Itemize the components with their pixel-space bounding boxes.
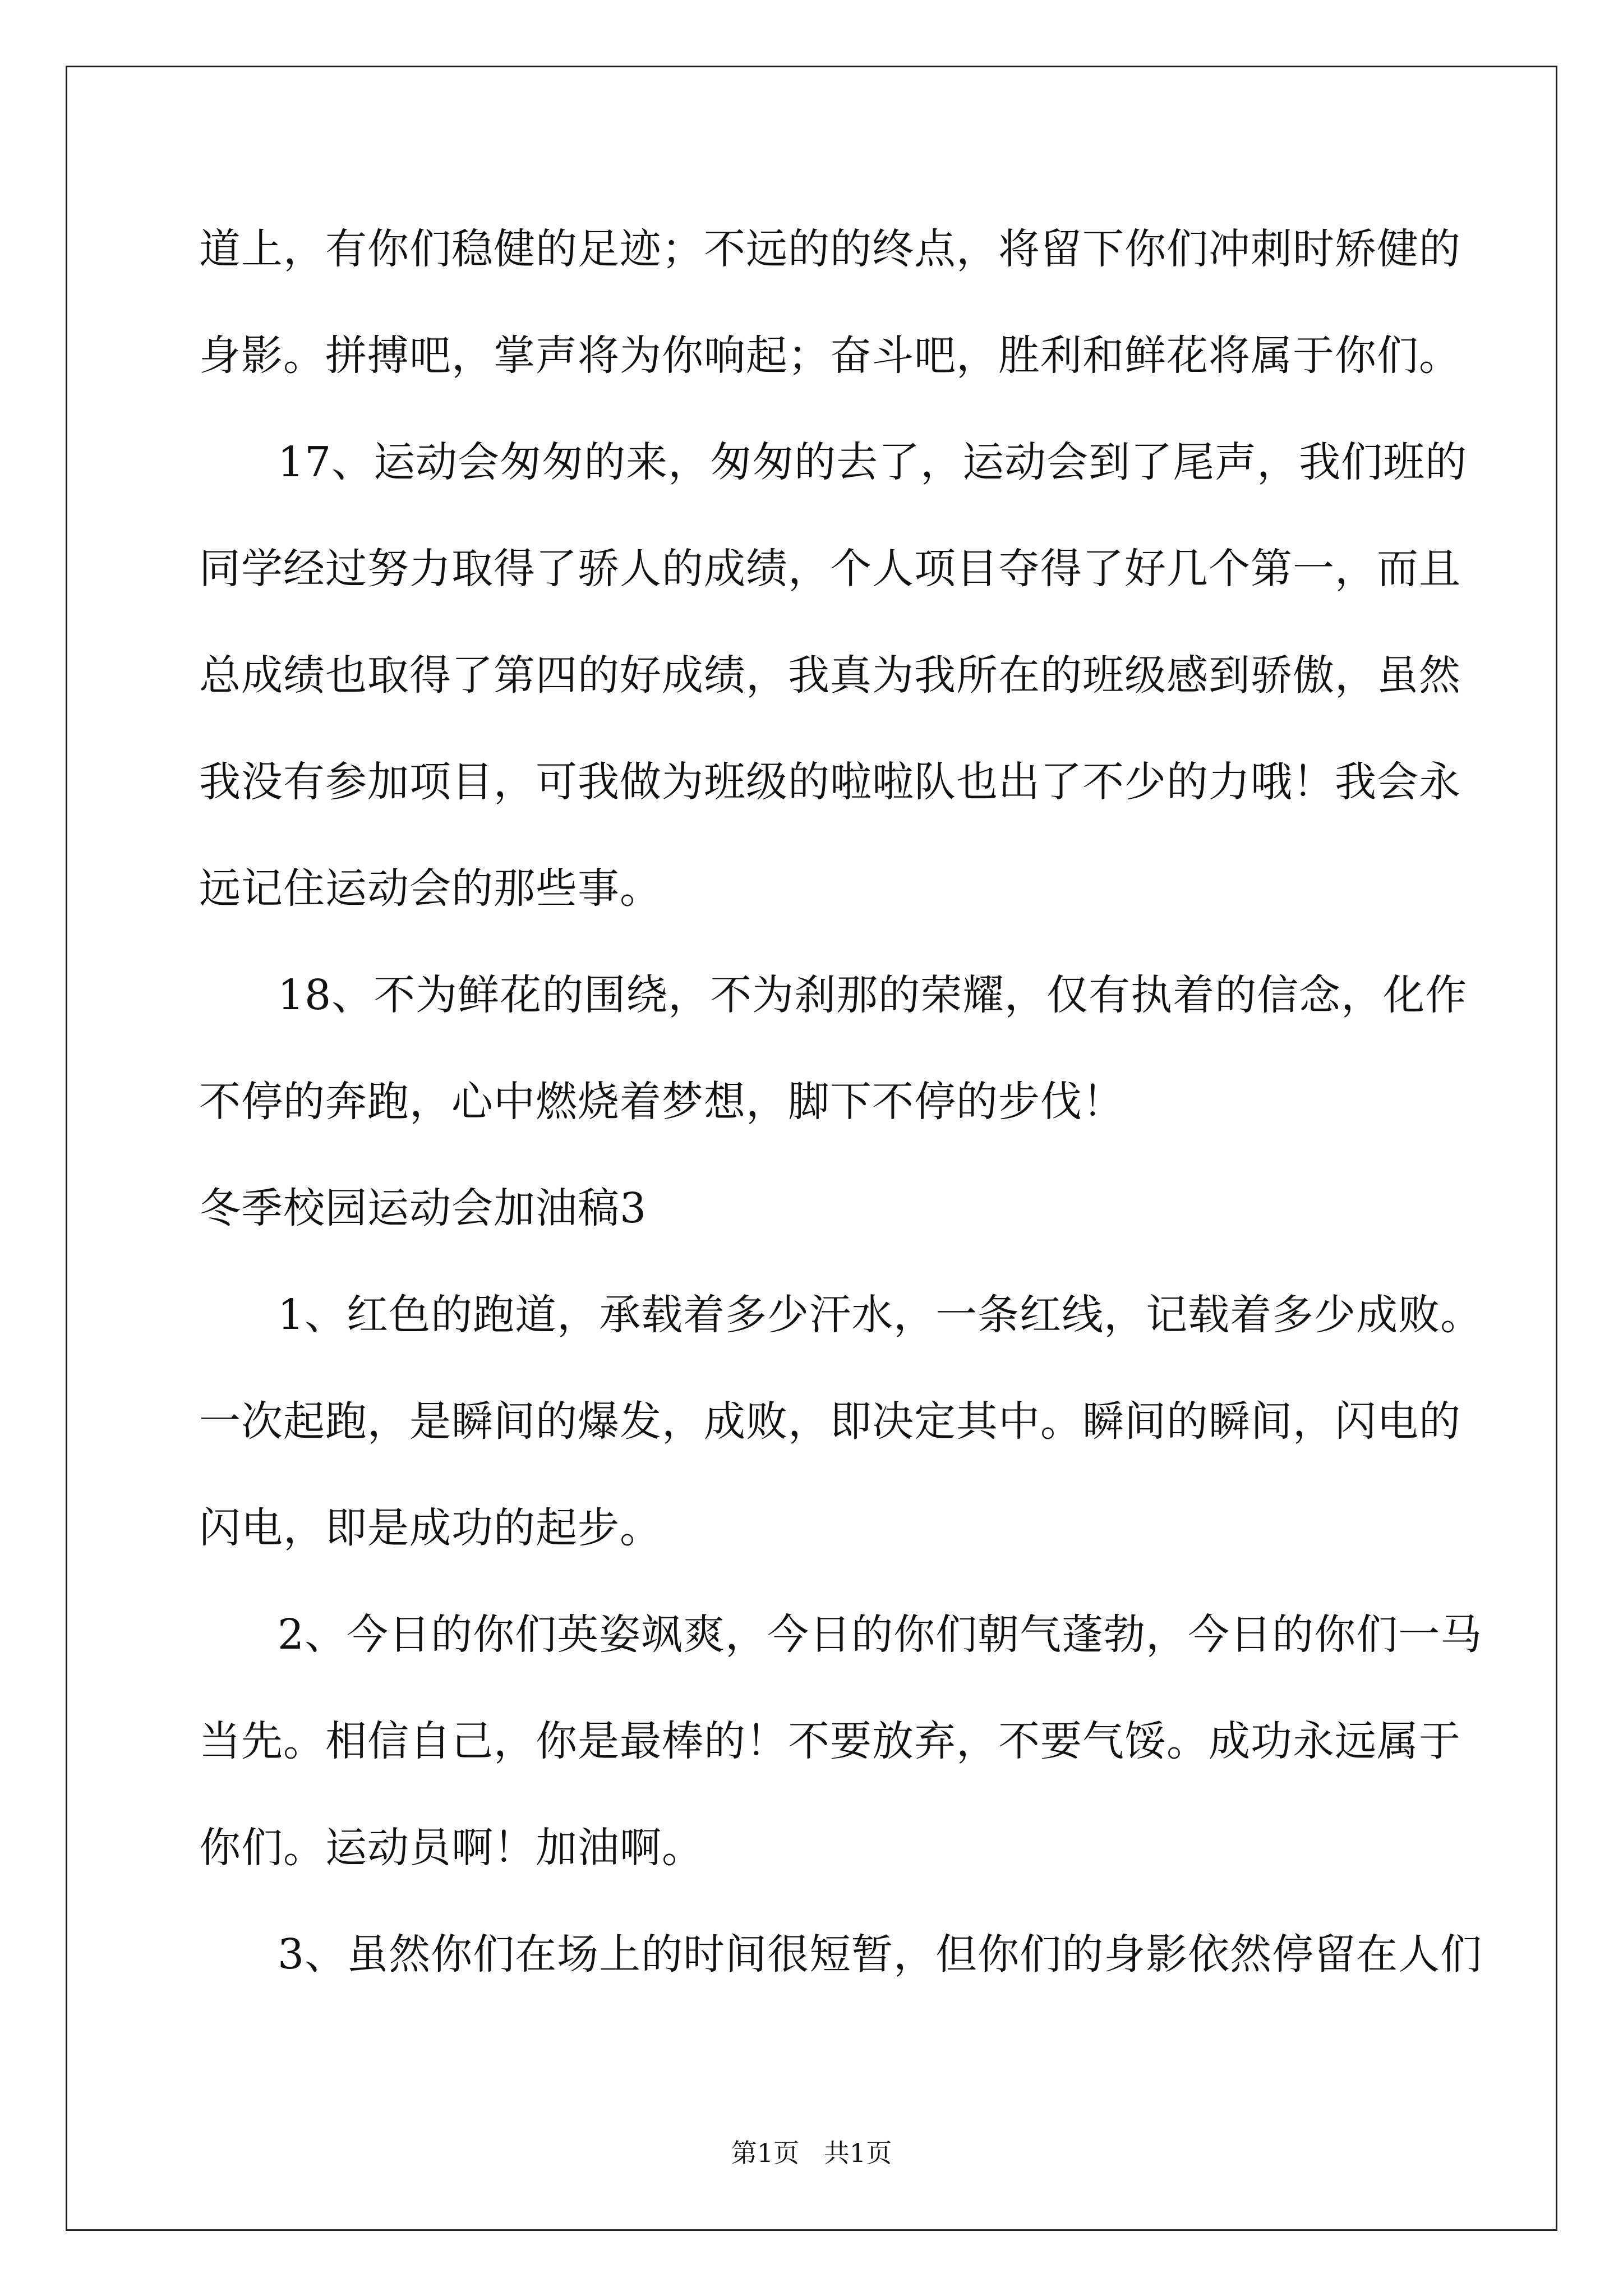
text-line: 总成绩也取得了第四的好成绩，我真为我所在的班级感到骄傲，虽然 [199, 651, 1461, 700]
paragraph-18-line: 18、不为鲜花的围绕，不为刹那的荣耀，仅有执着的信念，化作 [278, 971, 1468, 1019]
text-line: 远记住运动会的那些事。 [199, 864, 662, 913]
text-line: 一次起跑，是瞬间的爆发，成败，即决定其中。瞬间的瞬间，闪电的 [199, 1397, 1461, 1446]
paragraph-2-line: 2、今日的你们英姿飒爽，今日的你们朝气蓬勃，今日的你们一马 [278, 1611, 1483, 1659]
section-heading: 冬季校园运动会加油稿3 [199, 1184, 647, 1232]
paragraph-1-line: 1、红色的跑道，承载着多少汗水，一条红线，记载着多少成败。 [278, 1291, 1483, 1339]
text-line: 同学经过努力取得了骄人的成绩，个人项目夺得了好几个第一，而且 [199, 545, 1461, 593]
text-line: 闪电，即是成功的起步。 [199, 1504, 662, 1552]
text-line: 我没有参加项目，可我做为班级的啦啦队也出了不少的力哦！我会永 [199, 758, 1461, 806]
page-border [66, 66, 1557, 2231]
text-line: 当先。相信自己，你是最棒的！不要放弃，不要气馁。成功永远属于 [199, 1717, 1461, 1765]
paragraph-17-line: 17、运动会匆匆的来，匆匆的去了，运动会到了尾声，我们班的 [278, 438, 1468, 486]
text-line: 不停的奔跑，心中燃烧着梦想，脚下不停的步伐！ [199, 1078, 1124, 1126]
paragraph-3-line: 3、虽然你们在场上的时间很短暂，但你们的身影依然停留在人们 [278, 1930, 1483, 1978]
page-footer: 第1页 共1页 [731, 2138, 892, 2168]
text-line: 道上，有你们稳健的足迹；不远的的终点，将留下你们冲刺时矫健的 [199, 225, 1461, 273]
text-line: 你们。运动员啊！加油啊。 [199, 1824, 704, 1872]
text-line: 身影。拼搏吧，掌声将为你响起；奋斗吧，胜利和鲜花将属于你们。 [199, 332, 1461, 380]
